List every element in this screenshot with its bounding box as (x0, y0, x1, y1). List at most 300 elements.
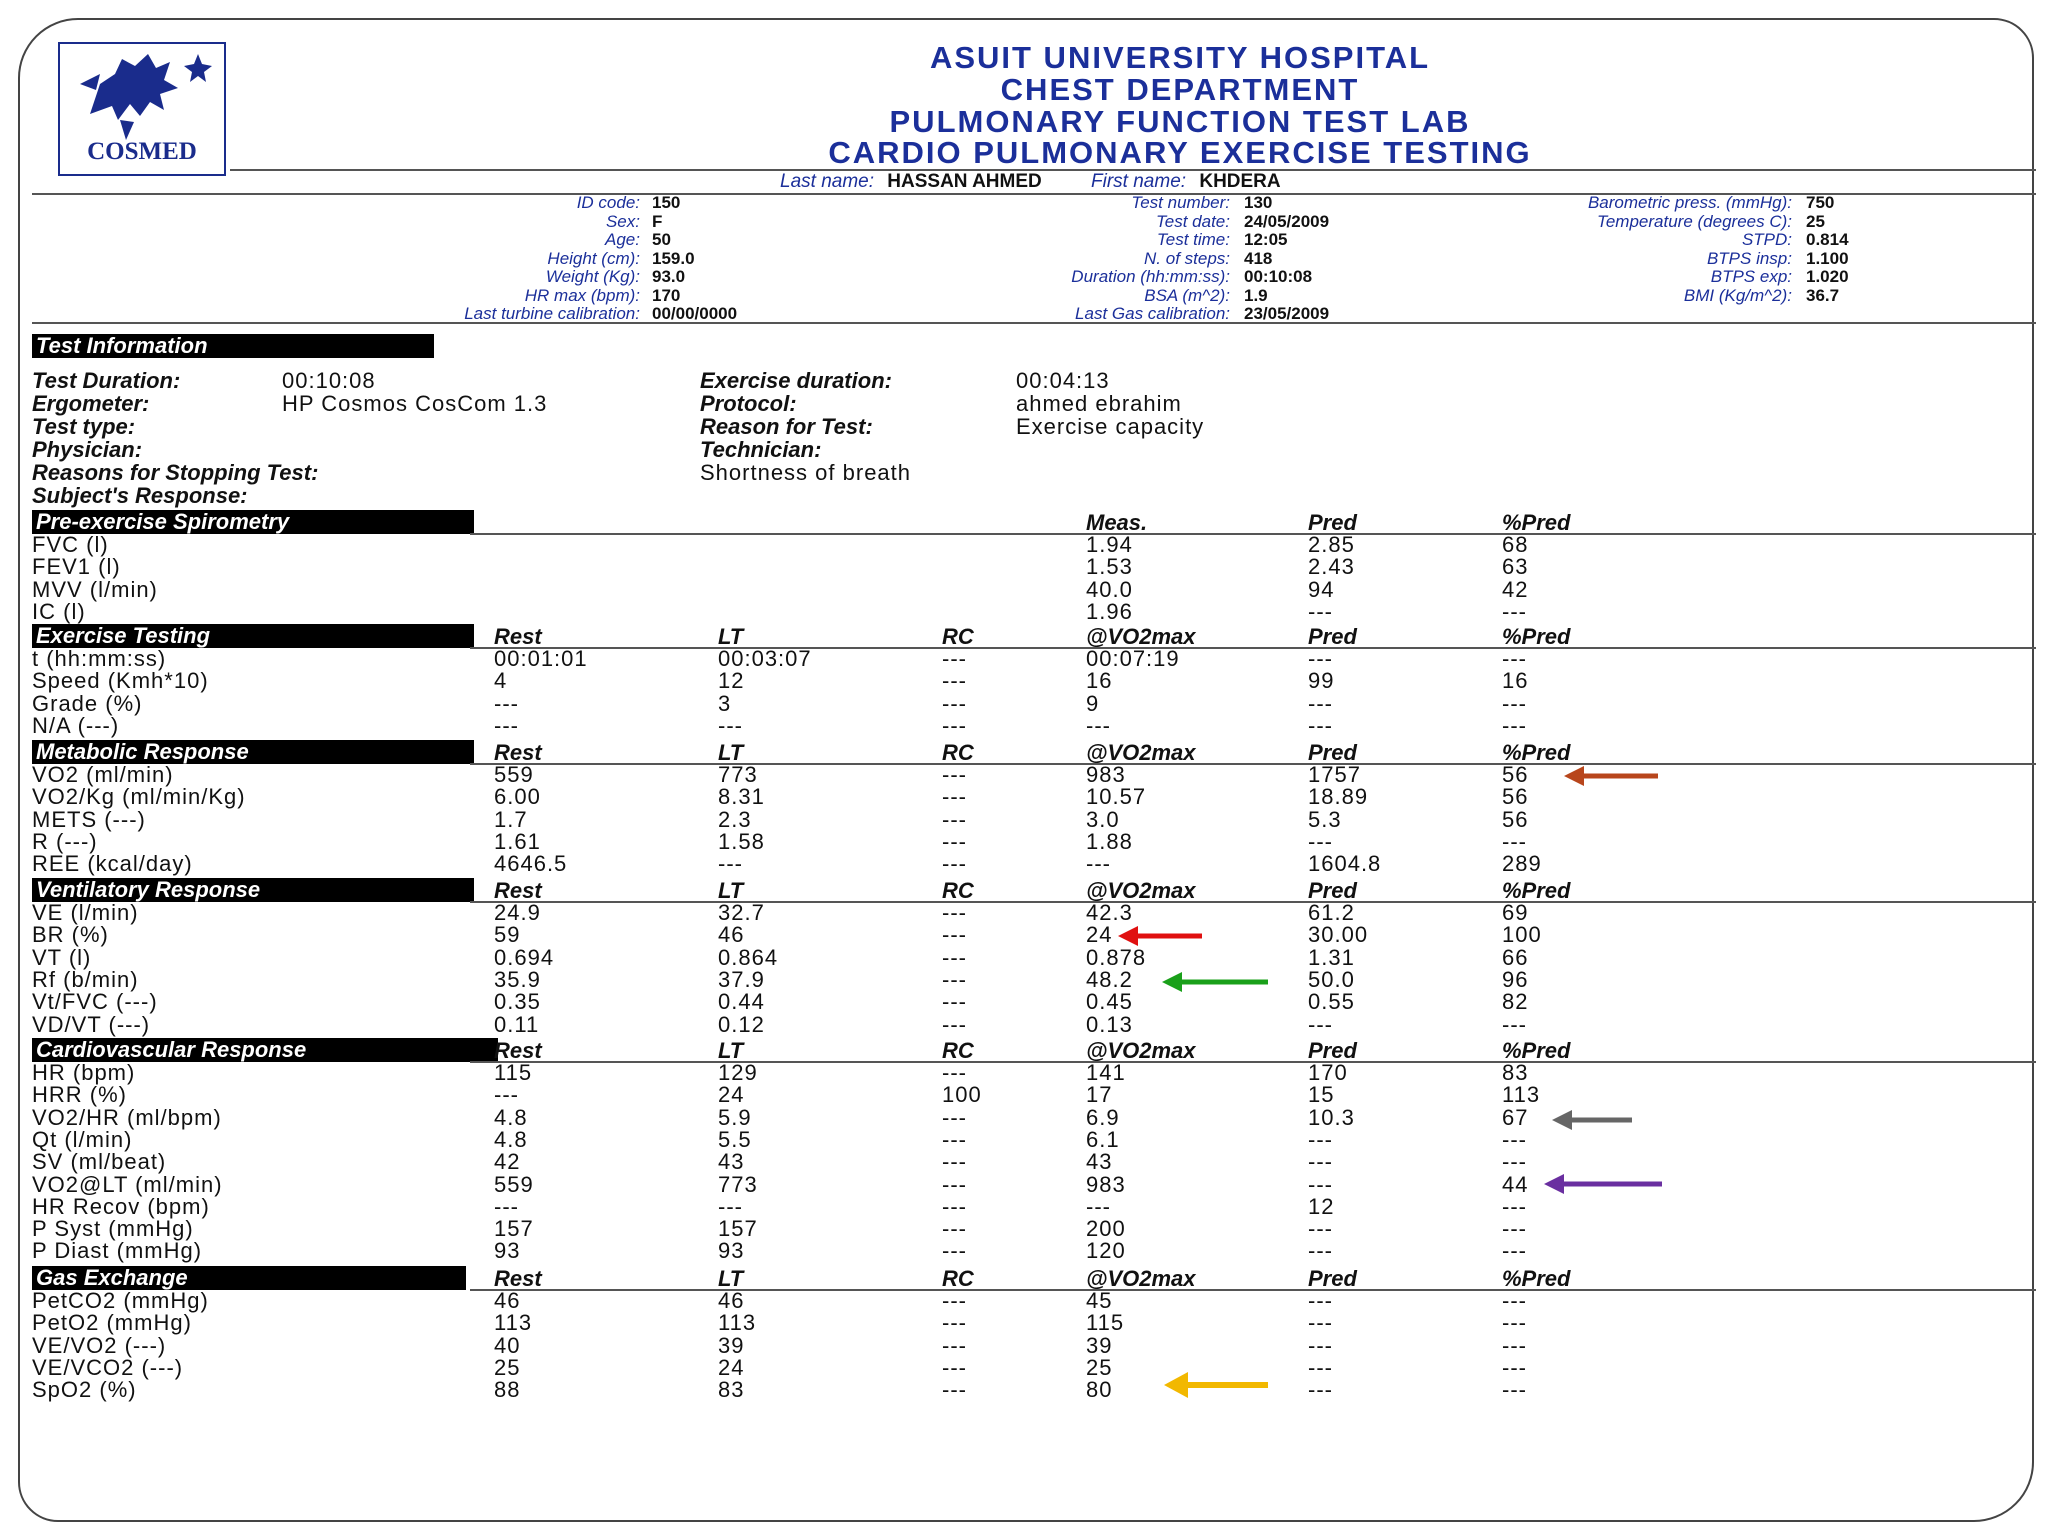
row-label: HR Recov (bpm) (32, 1193, 210, 1219)
column-header: Meas. (1086, 510, 1148, 535)
row-label: VO2/Kg (ml/min/Kg) (32, 784, 246, 810)
meta-label: Duration (hh:mm:ss): (1071, 267, 1230, 286)
table-cell: --- (1308, 1354, 1333, 1380)
table-cell: --- (1308, 1288, 1333, 1313)
row-label: SpO2 (%) (32, 1377, 137, 1403)
table-cell: --- (1502, 828, 1527, 854)
column-header: %Pred (1502, 1038, 1571, 1063)
column-header: Pred (1308, 1038, 1357, 1063)
table-cell: 0.13 (1086, 1011, 1133, 1037)
row-label: BR (%) (32, 922, 109, 948)
table-cell: 1.31 (1308, 944, 1355, 970)
table-cell: 170 (1308, 1060, 1348, 1085)
column-header: %Pred (1502, 510, 1571, 535)
table-cell: 1.96 (1086, 598, 1133, 624)
test-info-label: Ergometer: (32, 391, 150, 416)
table-cell: 37.9 (718, 966, 765, 992)
row-label: VO2@LT (ml/min) (32, 1171, 223, 1197)
table-cell: 25 (1086, 1354, 1113, 1380)
column-header: RC (942, 1266, 974, 1291)
table-cell: 16 (1502, 668, 1529, 694)
table-cell: 39 (718, 1332, 745, 1358)
row-label: t (hh:mm:ss) (32, 646, 167, 671)
table-cell: --- (942, 966, 967, 992)
meta-label: Test date: (1155, 211, 1230, 231)
test-info-label: Exercise duration: (700, 368, 892, 393)
meta-value: 1.9 (1244, 285, 1268, 305)
table-cell: --- (1502, 1149, 1527, 1175)
row-label: VO2/HR (ml/bpm) (32, 1104, 222, 1130)
column-header: Pred (1308, 510, 1357, 535)
test-info-label: Reason for Test: (700, 414, 873, 439)
table-cell: --- (1308, 690, 1333, 716)
table-cell: --- (718, 851, 743, 877)
meta-label: Last turbine calibration: (464, 304, 640, 323)
arrow-rf-icon (1158, 970, 1270, 994)
table-cell: 200 (1086, 1216, 1126, 1242)
table-cell: 00:01:01 (494, 646, 588, 671)
section-rule (470, 901, 2036, 903)
table-cell: 35.9 (494, 966, 541, 992)
column-header: Pred (1308, 1266, 1357, 1291)
table-cell: 16 (1086, 668, 1113, 694)
table-cell: 115 (494, 1060, 533, 1085)
table-cell: --- (494, 1082, 519, 1108)
row-label: VE (l/min) (32, 900, 139, 925)
column-header: Rest (494, 1266, 542, 1291)
table-cell: 6.1 (1086, 1126, 1120, 1152)
table-cell: --- (1502, 1193, 1527, 1219)
table-cell: 32.7 (718, 900, 765, 925)
column-header: LT (718, 1038, 744, 1063)
first-name-label: First name: (1091, 171, 1187, 192)
column-header: @VO2max (1086, 1038, 1196, 1063)
test-title: CARDIO PULMONARY EXERCISE TESTING (828, 135, 1532, 170)
column-header: LT (718, 740, 744, 765)
table-cell: --- (942, 1171, 967, 1197)
meta-value: 12:05 (1244, 230, 1288, 249)
table-cell: 25 (494, 1354, 521, 1380)
table-cell: 4.8 (494, 1126, 528, 1152)
test-information-heading: Test Information (32, 334, 434, 358)
column-header: %Pred (1502, 878, 1571, 903)
row-label: PetCO2 (mmHg) (32, 1288, 209, 1313)
section-heading: Metabolic Response (32, 740, 474, 764)
test-info-label: Test type: (32, 414, 136, 439)
griffin-icon (60, 44, 220, 148)
table-cell: --- (1086, 712, 1111, 738)
table-cell: --- (1308, 1216, 1333, 1242)
section-heading: Gas Exchange (32, 1266, 466, 1290)
table-cell: 6.00 (494, 784, 541, 810)
table-cell: --- (942, 1060, 967, 1085)
meta-value: 1.020 (1806, 267, 1849, 286)
table-cell: 1.7 (494, 806, 528, 832)
table-cell: --- (942, 851, 967, 877)
meta-value: 93.0 (652, 267, 686, 286)
column-header: Rest (494, 624, 542, 649)
table-cell: 43 (1086, 1149, 1113, 1175)
table-cell: --- (1308, 828, 1333, 854)
table-cell: 4 (494, 668, 508, 694)
table-cell: 46 (718, 1288, 745, 1313)
table-cell: 99 (1308, 668, 1335, 694)
column-header: Rest (494, 1038, 542, 1063)
table-cell: 120 (1086, 1238, 1126, 1264)
table-cell: --- (942, 646, 967, 671)
table-cell: 42.3 (1086, 900, 1133, 925)
table-cell: 4646.5 (494, 851, 568, 877)
table-cell: 00:03:07 (718, 646, 812, 671)
table-cell: --- (942, 668, 967, 694)
table-cell: 61.2 (1308, 900, 1355, 925)
row-label: SV (ml/beat) (32, 1149, 167, 1175)
table-cell: --- (942, 1332, 967, 1358)
table-cell: 983 (1086, 1171, 1126, 1197)
table-cell: --- (942, 1104, 967, 1130)
table-cell: 83 (718, 1377, 745, 1403)
table-cell: --- (942, 1377, 967, 1403)
table-cell: --- (1502, 1354, 1527, 1380)
table-cell: 82 (1502, 989, 1529, 1015)
arrow-br-icon (1114, 924, 1204, 948)
table-cell: --- (718, 1193, 743, 1219)
meta-value: 50 (652, 230, 671, 249)
table-cell: 1.53 (1086, 554, 1133, 580)
test-info-value: HP Cosmos CosCom 1.3 (282, 391, 548, 416)
column-header: LT (718, 624, 744, 649)
table-cell: 1757 (1308, 762, 1361, 787)
table-cell: 6.9 (1086, 1104, 1120, 1130)
table-cell: 3.0 (1086, 806, 1120, 832)
test-info-label: Test Duration: (32, 368, 181, 393)
test-info-label: Technician: (700, 437, 822, 462)
table-cell: 141 (1086, 1060, 1126, 1085)
meta-label: BTPS exp: (1710, 267, 1792, 286)
table-cell: 5.3 (1308, 806, 1342, 832)
column-header: Pred (1308, 624, 1357, 649)
column-header: RC (942, 740, 974, 765)
table-cell: --- (1308, 1011, 1333, 1037)
table-cell: 4.8 (494, 1104, 528, 1130)
meta-value: 170 (652, 285, 681, 305)
table-cell: 12 (718, 668, 745, 694)
table-cell: --- (1308, 1377, 1333, 1403)
table-cell: --- (942, 1238, 967, 1264)
column-header: @VO2max (1086, 740, 1196, 765)
meta-label: Test time: (1156, 230, 1230, 249)
meta-value: 00/00/0000 (652, 304, 738, 323)
meta-label: Sex: (605, 211, 640, 231)
section-rule (470, 1289, 2036, 1291)
row-label: VE/VCO2 (---) (32, 1354, 184, 1380)
meta-value: 24/05/2009 (1244, 211, 1330, 231)
arrow-vo2lt-icon (1540, 1172, 1664, 1196)
meta-label: Age: (605, 230, 640, 249)
table-cell: 96 (1502, 966, 1529, 992)
table-cell: 42 (1502, 576, 1529, 602)
hospital-title: ASUIT UNIVERSITY HOSPITAL (929, 40, 1431, 75)
table-cell: 5.5 (718, 1126, 752, 1152)
patient-name-line (780, 171, 1281, 193)
table-cell: --- (942, 1354, 967, 1380)
arrow-spo2-icon (1160, 1370, 1270, 1400)
table-cell: 2.3 (718, 806, 752, 832)
table-cell: --- (942, 1216, 967, 1242)
table-cell: 15 (1308, 1082, 1335, 1108)
table-cell: 44 (1502, 1171, 1529, 1197)
table-cell: 10.3 (1308, 1104, 1355, 1130)
table-cell: 559 (494, 762, 534, 787)
section-heading: Cardiovascular Response (32, 1038, 498, 1062)
table-cell: --- (1502, 1332, 1527, 1358)
table-cell: --- (718, 712, 743, 738)
table-cell: --- (1502, 1011, 1527, 1037)
meta-label: ID code: (576, 193, 640, 212)
row-label: HRR (%) (32, 1082, 127, 1108)
table-cell: --- (1308, 598, 1333, 624)
meta-label: HR max (bpm): (524, 285, 640, 305)
table-cell: 773 (718, 1171, 758, 1197)
table-cell: --- (494, 1193, 519, 1219)
row-label: METS (---) (32, 806, 146, 832)
meta-value: 159.0 (652, 248, 695, 268)
table-cell: --- (1308, 1238, 1333, 1264)
table-cell: --- (942, 806, 967, 832)
column-header: RC (942, 878, 974, 903)
meta-value: F (652, 211, 663, 231)
row-label: P Syst (mmHg) (32, 1216, 194, 1242)
table-cell: 93 (718, 1238, 745, 1264)
table-cell: --- (1502, 1238, 1527, 1264)
table-cell: 0.12 (718, 1011, 765, 1037)
meta-value: 25 (1806, 211, 1825, 231)
table-cell: 0.878 (1086, 944, 1147, 970)
table-cell: --- (942, 1126, 967, 1152)
table-cell: 9 (1086, 690, 1100, 716)
meta-label: Barometric press. (mmHg): (1587, 193, 1792, 212)
test-info-label: Reasons for Stopping Test: (32, 460, 319, 485)
table-cell: 0.45 (1086, 989, 1133, 1015)
first-name-value: KHDERA (1199, 171, 1281, 192)
table-cell: --- (1502, 1377, 1527, 1403)
table-cell: --- (942, 1310, 967, 1336)
table-cell: --- (1502, 1216, 1527, 1242)
test-info-value: 00:10:08 (282, 368, 376, 393)
row-label: IC (l) (32, 598, 86, 624)
table-cell: 17 (1086, 1082, 1113, 1108)
table-cell: 1.88 (1086, 828, 1133, 854)
table-cell: --- (942, 1149, 967, 1175)
table-cell: --- (942, 944, 967, 970)
meta-label: Last Gas calibration: (1075, 304, 1230, 323)
table-cell: --- (942, 712, 967, 738)
arrow-o2pulse-icon (1548, 1108, 1634, 1132)
table-cell: 773 (718, 762, 758, 787)
lab-title: PULMONARY FUNCTION TEST LAB (889, 104, 1471, 139)
meta-label: BMI (Kg/m^2): (1683, 285, 1792, 305)
column-header: @VO2max (1086, 624, 1196, 649)
column-header: RC (942, 1038, 974, 1063)
meta-value: 150 (652, 193, 681, 212)
table-cell: 39 (1086, 1332, 1113, 1358)
table-cell: 56 (1502, 806, 1529, 832)
column-header: RC (942, 624, 974, 649)
table-cell: --- (1308, 1149, 1333, 1175)
stop-reason-value: Shortness of breath (700, 460, 912, 485)
row-label: Qt (l/min) (32, 1126, 133, 1152)
table-cell: --- (1502, 712, 1527, 738)
column-header: Rest (494, 878, 542, 903)
table-cell: --- (1502, 646, 1527, 671)
table-cell: 24.9 (494, 900, 541, 925)
section-rule (470, 533, 2036, 535)
table-cell: 43 (718, 1149, 745, 1175)
column-header: %Pred (1502, 624, 1571, 649)
test-info-label: Protocol: (700, 391, 797, 416)
test-info-value: 00:04:13 (1016, 368, 1110, 393)
table-cell: 63 (1502, 554, 1529, 580)
meta-value: 23/05/2009 (1244, 304, 1330, 323)
table-cell: --- (1502, 1288, 1527, 1313)
meta-label: BTPS insp: (1706, 248, 1792, 268)
table-cell: --- (942, 900, 967, 925)
meta-label: Test number: (1131, 193, 1230, 212)
row-label: PetO2 (mmHg) (32, 1310, 192, 1336)
row-label: N/A (---) (32, 712, 120, 738)
table-cell: 24 (1086, 922, 1113, 948)
meta-label: N. of steps: (1144, 248, 1230, 268)
table-cell: 59 (494, 922, 521, 948)
table-cell: --- (494, 690, 519, 716)
table-cell: --- (1308, 1126, 1333, 1152)
table-cell: 24 (718, 1354, 745, 1380)
table-cell: 48.2 (1086, 966, 1133, 992)
table-cell: 115 (1086, 1310, 1125, 1336)
table-cell: 1.94 (1086, 532, 1133, 557)
test-info-value: Exercise capacity (1016, 414, 1205, 439)
table-cell: 1.58 (718, 828, 765, 854)
column-header: %Pred (1502, 1266, 1571, 1291)
table-cell: 30.00 (1308, 922, 1369, 948)
last-name-value: HASSAN AHMED (887, 171, 1042, 192)
column-header: Pred (1308, 878, 1357, 903)
test-info-label: Physician: (32, 437, 143, 462)
column-header: Pred (1308, 740, 1357, 765)
table-cell: 113 (718, 1310, 757, 1336)
row-label: Grade (%) (32, 690, 143, 716)
table-cell: 24 (718, 1082, 745, 1108)
last-name-label: Last name: (780, 171, 874, 192)
table-cell: 0.55 (1308, 989, 1355, 1015)
table-cell: --- (942, 1193, 967, 1219)
table-cell: --- (1502, 1126, 1527, 1152)
row-label: FEV1 (l) (32, 554, 121, 580)
table-cell: 00:07:19 (1086, 646, 1180, 671)
metadata-rule (32, 322, 2036, 324)
table-cell: 88 (494, 1377, 521, 1403)
table-cell: 45 (1086, 1288, 1113, 1313)
table-cell: 5.9 (718, 1104, 752, 1130)
table-cell: 0.35 (494, 989, 541, 1015)
table-cell: 100 (1502, 922, 1542, 948)
table-cell: 113 (494, 1310, 533, 1336)
meta-value: 0.814 (1806, 230, 1849, 249)
table-cell: 1.61 (494, 828, 541, 854)
department-title: CHEST DEPARTMENT (1000, 72, 1360, 107)
meta-value: 00:10:08 (1244, 267, 1313, 286)
table-cell: 157 (718, 1216, 758, 1242)
table-cell: --- (942, 762, 967, 787)
meta-label: STPD: (1741, 230, 1792, 249)
table-cell: 0.11 (494, 1011, 540, 1037)
table-cell: --- (1308, 712, 1333, 738)
table-cell: 0.864 (718, 944, 779, 970)
table-cell: --- (1308, 1332, 1333, 1358)
table-cell: --- (1308, 1171, 1333, 1197)
meta-label: Height (cm): (547, 248, 640, 268)
table-cell: 0.694 (494, 944, 555, 970)
table-cell: 12 (1308, 1193, 1335, 1219)
row-label: Speed (Kmh*10) (32, 668, 209, 694)
table-cell: 40 (494, 1332, 521, 1358)
row-label: P Diast (mmHg) (32, 1238, 203, 1264)
section-heading: Exercise Testing (32, 624, 474, 648)
row-label: Vt/FVC (---) (32, 989, 158, 1015)
table-cell: --- (942, 922, 967, 948)
table-cell: --- (942, 1011, 967, 1037)
table-cell: --- (942, 690, 967, 716)
meta-value: 750 (1806, 193, 1835, 212)
section-heading: Ventilatory Response (32, 878, 474, 902)
table-cell: 983 (1086, 762, 1126, 787)
table-cell: 8.31 (718, 784, 765, 810)
table-cell: --- (494, 712, 519, 738)
table-cell: --- (942, 989, 967, 1015)
table-cell: 46 (494, 1288, 521, 1313)
section-rule (470, 1061, 2036, 1063)
table-cell: 83 (1502, 1060, 1529, 1085)
column-header: @VO2max (1086, 878, 1196, 903)
table-cell: 80 (1086, 1377, 1113, 1403)
row-label: REE (kcal/day) (32, 851, 193, 877)
table-cell: 2.43 (1308, 554, 1355, 580)
arrow-vo2-pred-icon (1560, 764, 1660, 788)
table-cell: 559 (494, 1171, 534, 1197)
table-cell: 93 (494, 1238, 521, 1264)
row-label: MVV (l/min) (32, 576, 158, 602)
column-header: LT (718, 878, 744, 903)
table-cell: --- (1502, 690, 1527, 716)
meta-label: BSA (m^2): (1144, 285, 1230, 305)
row-label: R (---) (32, 828, 98, 854)
table-cell: 56 (1502, 762, 1529, 787)
section-rule (470, 763, 2036, 765)
section-heading: Pre-exercise Spirometry (32, 510, 474, 534)
table-cell: --- (942, 784, 967, 810)
table-cell: --- (1308, 1310, 1333, 1336)
table-cell: --- (1502, 1310, 1527, 1336)
table-cell: 66 (1502, 944, 1529, 970)
table-cell: 67 (1502, 1104, 1529, 1130)
table-cell: 50.0 (1308, 966, 1355, 992)
table-cell: --- (1308, 646, 1333, 671)
table-cell: --- (1502, 598, 1527, 624)
row-label: VT (l) (32, 944, 92, 970)
logo-wordmark: COSMED (87, 138, 197, 165)
table-cell: --- (942, 828, 967, 854)
cosmed-logo (58, 42, 226, 176)
